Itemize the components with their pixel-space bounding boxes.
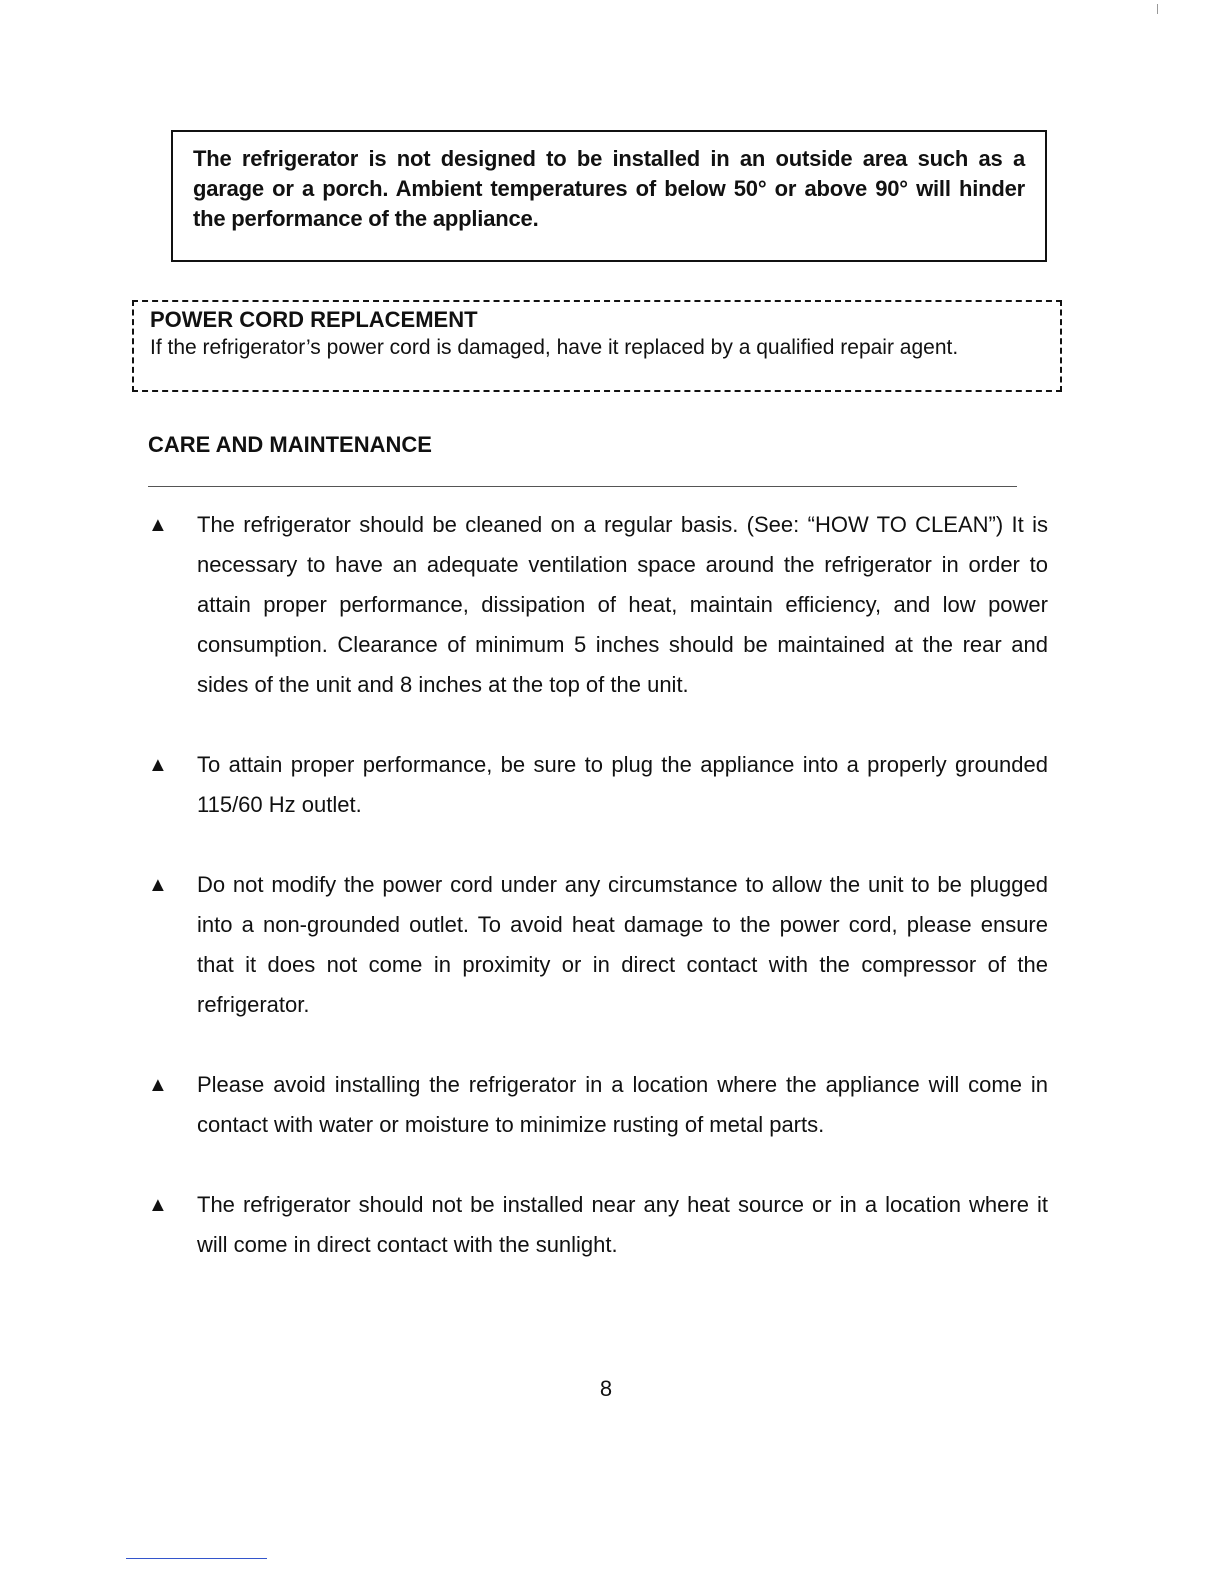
warning-triangle-icon: ▲	[148, 514, 168, 536]
notice-text: The refrigerator is not designed to be installed in an outside area such as a garage or a porch. Ambient temperatures of below 50° or above 90° will hinder the performance of the appliance.	[193, 146, 1025, 231]
list-item	[148, 865, 1048, 1025]
list-item	[148, 745, 1048, 825]
care-maintenance-title: CARE AND MAINTENANCE	[148, 432, 432, 457]
list-item-text: The refrigerator should be cleaned on a regular basis. (See: “HOW TO CLEAN”) It is necessary to have an adequate ventilation space around the refrigerator in order to attain proper performance, dissipation of heat, maintain efficiency, and low power consumption. Clearance of minimum 5 inches should be maintained at the rear and sides of the unit and 8 inches at the top of the unit.	[197, 512, 1048, 697]
corner-mark	[1157, 4, 1158, 14]
section-divider	[148, 486, 1017, 487]
footer-rule	[126, 1558, 267, 1559]
list-item	[148, 1065, 1048, 1145]
page-number: 8	[599, 1376, 613, 1401]
warning-triangle-icon: ▲	[148, 1074, 168, 1096]
list-item	[148, 505, 1048, 705]
list-item-text: The refrigerator should not be installed near any heat source or in a location where it will come in direct contact with the sunlight.	[197, 1192, 1048, 1257]
power-cord-replacement-box	[132, 300, 1062, 392]
list-item-text: To attain proper performance, be sure to plug the appliance into a properly grounded 115/60 Hz outlet.	[197, 752, 1048, 817]
power-cord-text: If the refrigerator’s power cord is damaged, have it replaced by a qualified repair agent.	[150, 336, 959, 359]
care-maintenance-list	[148, 505, 1048, 1305]
warning-triangle-icon: ▲	[148, 754, 168, 776]
list-item-text: Please avoid installing the refrigerator in a location where the appliance will come in contact with water or moisture to minimize rusting of metal parts.	[197, 1072, 1048, 1137]
list-item	[148, 1185, 1048, 1265]
list-item-text: Do not modify the power cord under any circumstance to allow the unit to be plugged into a non-grounded outlet. To avoid heat damage to the power cord, please ensure that it does not come in proximity or in direct contact with the compressor of the refrigerator.	[197, 872, 1048, 1017]
power-cord-title: POWER CORD REPLACEMENT	[150, 307, 478, 332]
outdoor-installation-notice	[171, 130, 1047, 262]
warning-triangle-icon: ▲	[148, 874, 168, 896]
warning-triangle-icon: ▲	[148, 1194, 168, 1216]
